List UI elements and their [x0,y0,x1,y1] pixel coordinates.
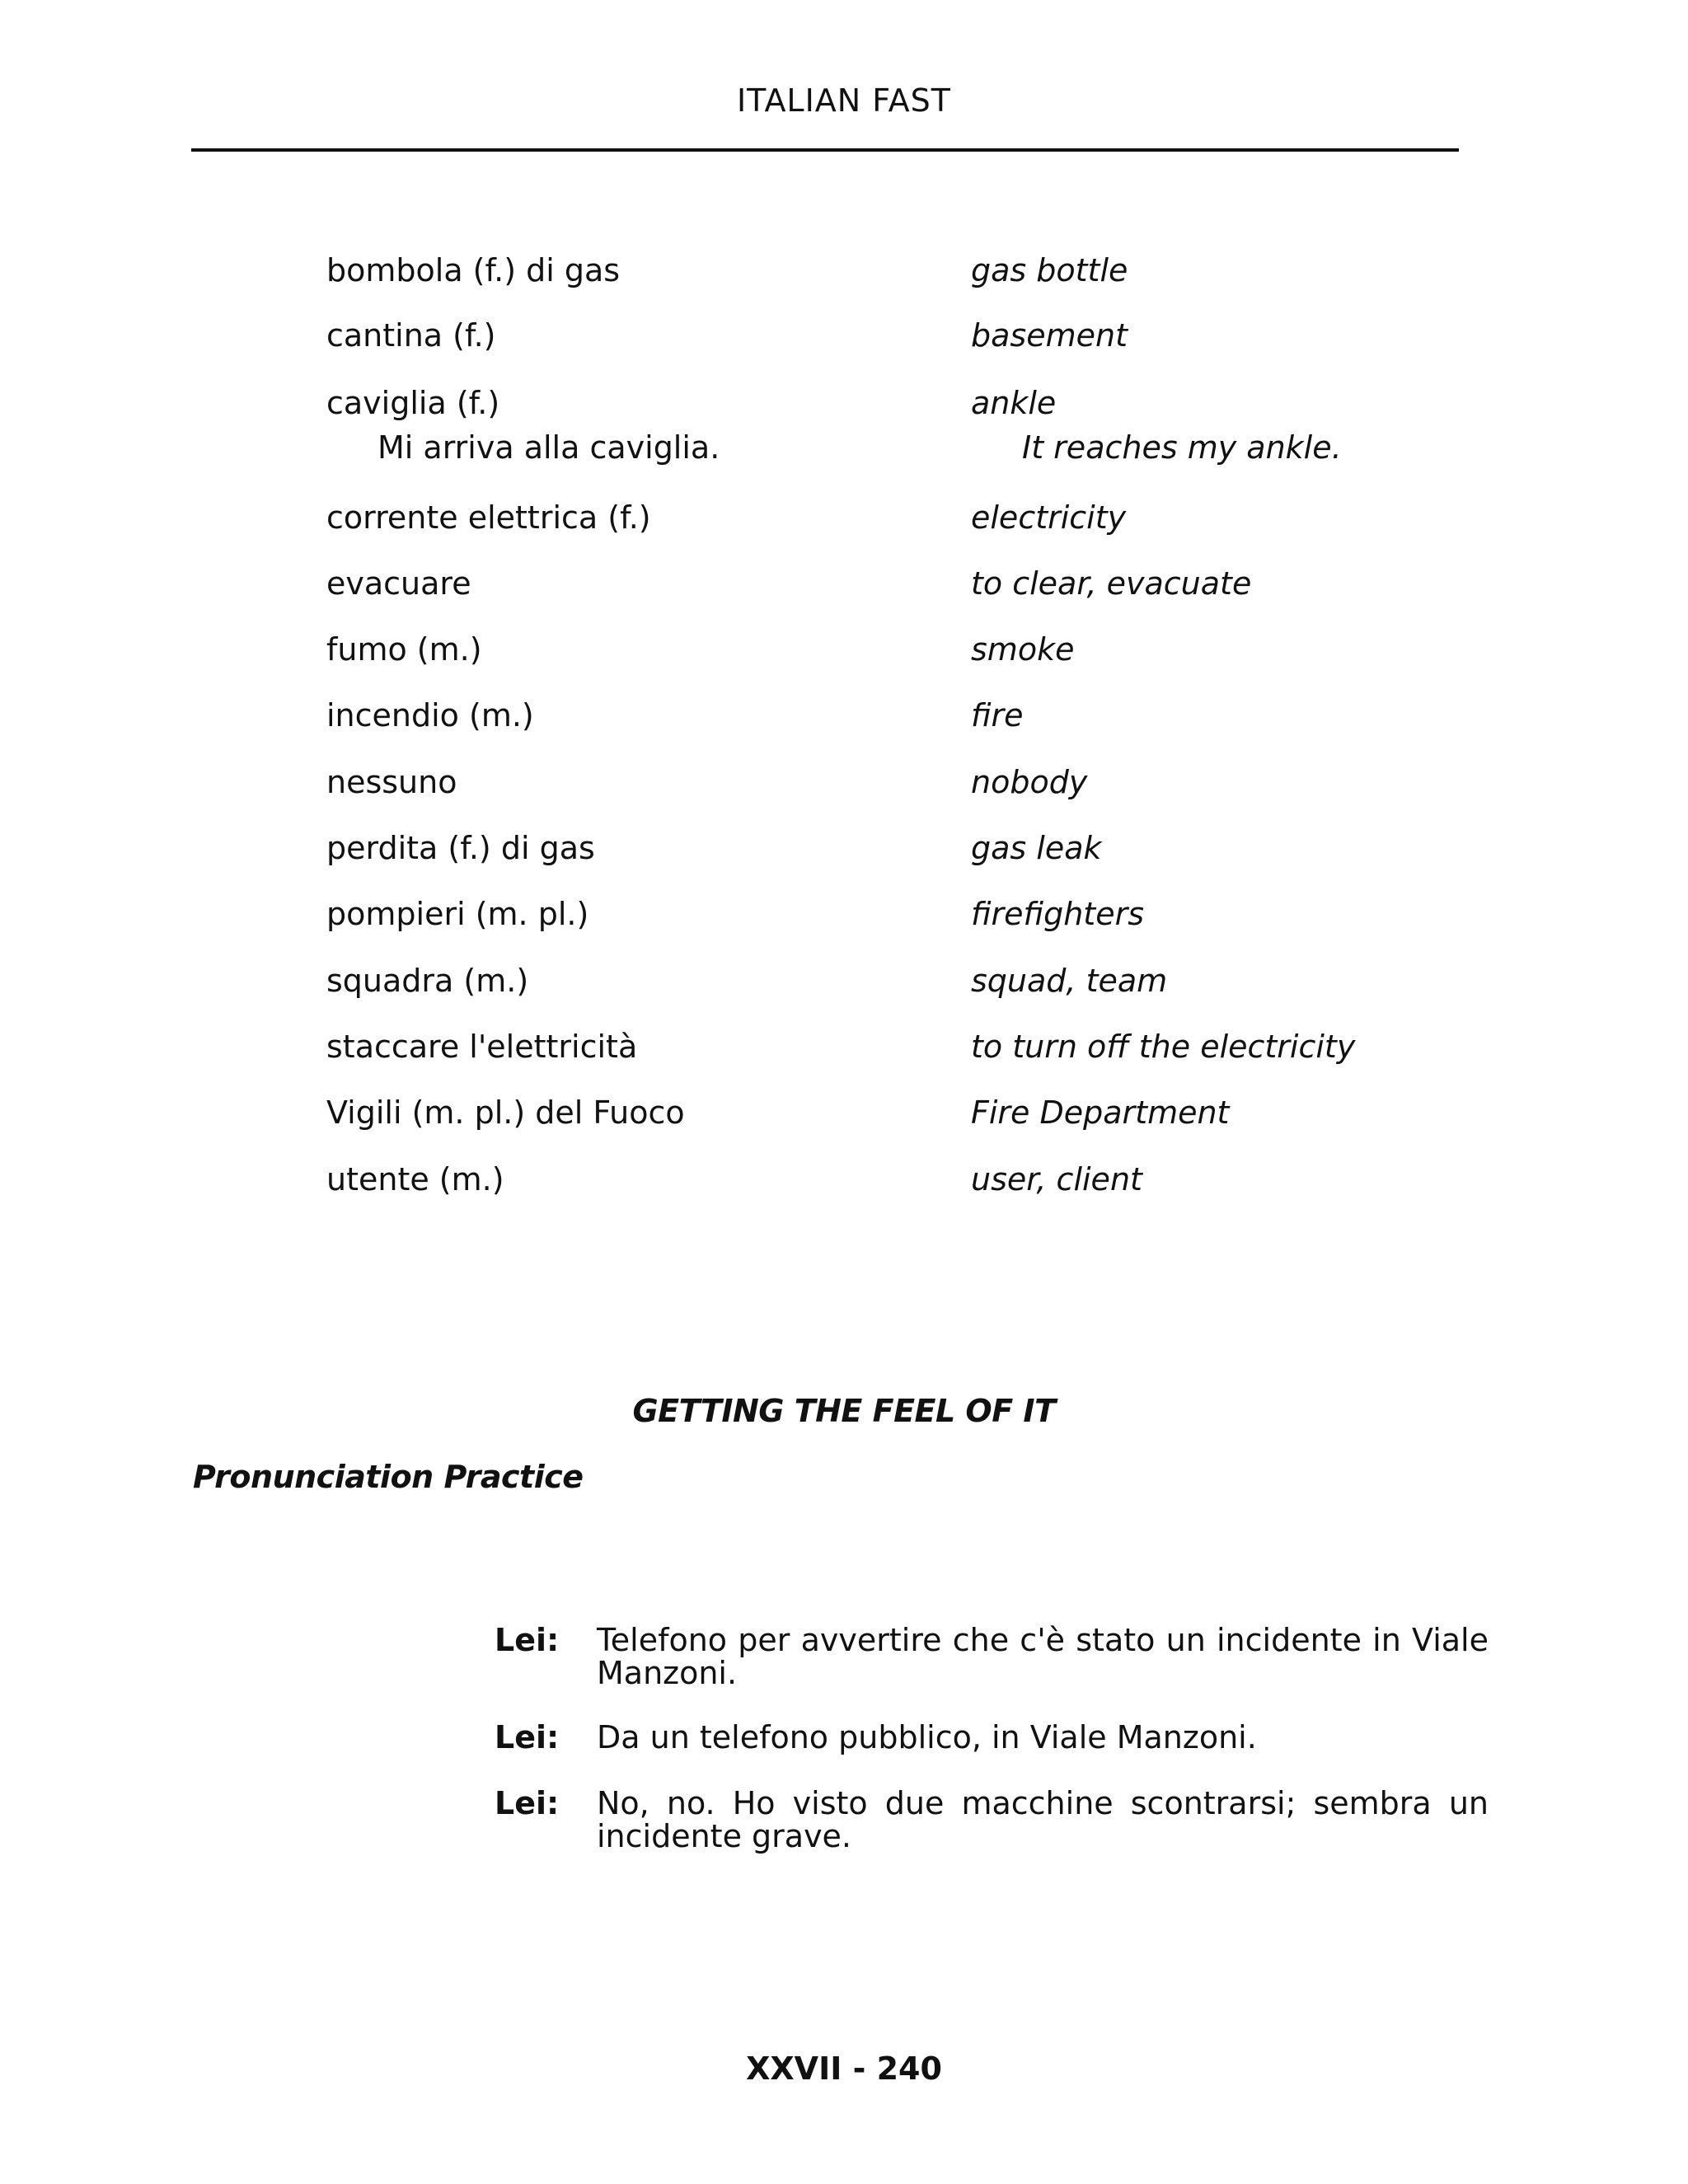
italian-term: fumo (m.) [326,631,482,668]
italian-example: Mi arriva alla caviglia. [377,429,720,466]
italian-term: corrente elettrica (f.) [326,499,651,536]
english-translation: nobody [971,764,1088,800]
english-translation: smoke [971,631,1075,668]
dialogue-text: Telefono per avvertire che c'è stato un incidente in Viale Manzoni. [597,1622,1489,1691]
running-head-title: ITALIAN FAST [736,82,952,119]
italian-term: bombola (f.) di gas [326,252,621,288]
speaker-label: Lei: [495,1719,560,1755]
section-title: GETTING THE FEEL OF IT [632,1393,1056,1429]
english-translation: fire [971,697,1024,733]
english-translation: to clear, evacuate [971,565,1252,602]
english-translation: user, client [971,1161,1142,1197]
italian-term: caviglia (f.) [326,385,500,421]
english-translation: gas leak [971,830,1102,866]
italian-term: squadra (m.) [326,963,529,999]
speaker-label: Lei: [495,1622,560,1658]
italian-term: cantina (f.) [326,317,496,354]
italian-term: utente (m.) [326,1161,504,1197]
dialogue-text: No, no. Ho visto due macchine scontrarsi; sembra un incidente grave. [597,1785,1489,1854]
english-translation: electricity [971,499,1127,536]
english-translation: basement [971,317,1128,354]
english-translation: Fire Department [971,1094,1230,1131]
subsection-title: Pronunciation Practice [193,1459,584,1495]
italian-term: Vigili (m. pl.) del Fuoco [326,1094,685,1131]
english-example: It reaches my ankle. [1022,429,1342,466]
page-number: XXVII - 240 [746,2050,942,2087]
english-translation: firefighters [971,896,1145,932]
speaker-label: Lei: [495,1785,560,1821]
english-translation: to turn off the electricity [971,1029,1356,1065]
italian-term: evacuare [326,565,471,602]
english-translation: gas bottle [971,252,1128,288]
english-translation: ankle [971,385,1057,421]
italian-term: pompieri (m. pl.) [326,896,589,932]
dialogue-text: Da un telefono pubblico, in Viale Manzoni. [597,1719,1257,1755]
italian-term: perdita (f.) di gas [326,830,595,866]
italian-term: staccare l'elettricità [326,1029,638,1065]
english-translation: squad, team [971,963,1168,999]
italian-term: nessuno [326,764,457,800]
italian-term: incendio (m.) [326,697,534,733]
